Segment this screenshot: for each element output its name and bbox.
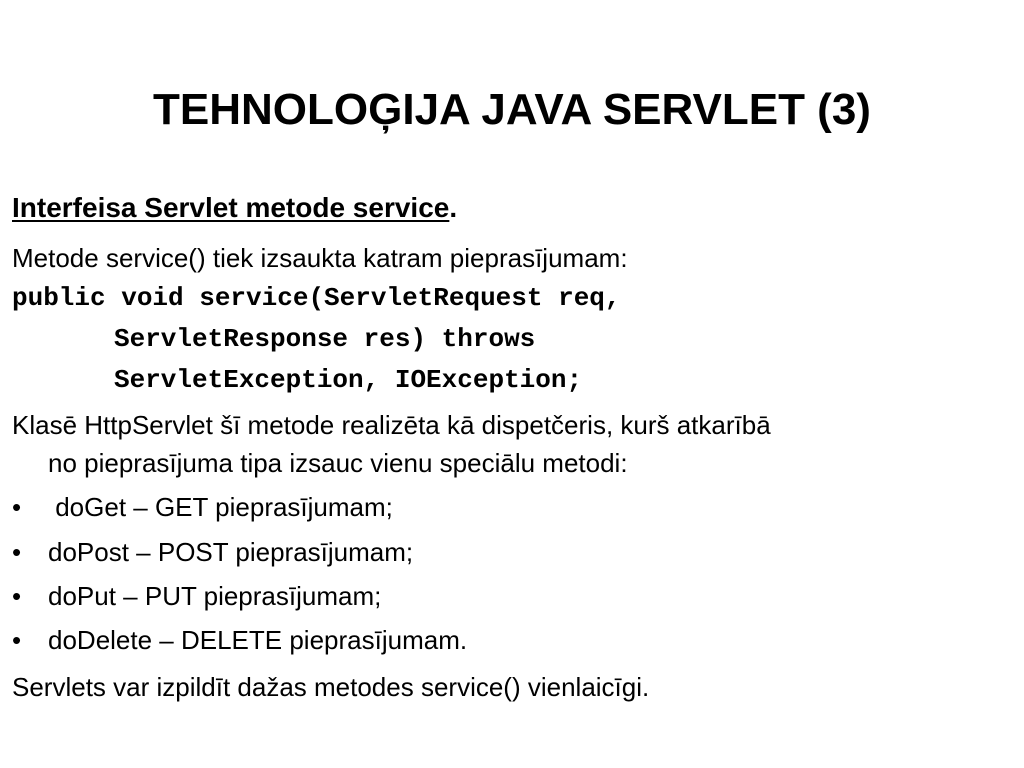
bullet-item-doput <box>12 580 381 612</box>
bullet-text: doPost – POST pieprasījumam; <box>48 537 414 567</box>
bullet-item-dodelete <box>12 624 467 656</box>
intro-text: Metode service() tiek izsaukta katram pieprasījumam: <box>12 243 628 273</box>
bullet-icon: • <box>12 581 22 611</box>
bullet-icon: • <box>12 537 22 567</box>
closing-text: Servlets var izpildīt dažas metodes service() vienlaicīgi. <box>12 672 650 702</box>
bullet-icon: • <box>12 625 22 655</box>
dispatcher-text-line-1: Klasē HttpServlet šī metode realizēta kā dispetčeris, kurš atkarībā <box>12 410 771 440</box>
bullet-item-dopost <box>12 536 413 568</box>
bullet-text: doGet – GET pieprasījumam; <box>48 492 393 522</box>
code-line-2: ServletResponse res) throws <box>114 324 536 354</box>
code-line-3: ServletException, IOException; <box>114 365 583 395</box>
section-heading-text: Interfeisa Servlet metode service <box>12 192 450 223</box>
section-heading <box>12 192 457 224</box>
section-heading-period: . <box>449 192 458 223</box>
code-line-1: public void service(ServletRequest req, <box>12 283 621 313</box>
slide-title: TEHNOLOĢIJA JAVA SERVLET (3) <box>153 85 871 134</box>
dispatcher-text-line-2: no pieprasījuma tipa izsauc vienu speciālu metodi: <box>48 448 628 478</box>
bullet-text: doPut – PUT pieprasījumam; <box>48 581 382 611</box>
bullet-icon: • <box>12 492 22 522</box>
bullet-item-doget <box>12 491 393 523</box>
bullet-text: doDelete – DELETE pieprasījumam. <box>48 625 468 655</box>
